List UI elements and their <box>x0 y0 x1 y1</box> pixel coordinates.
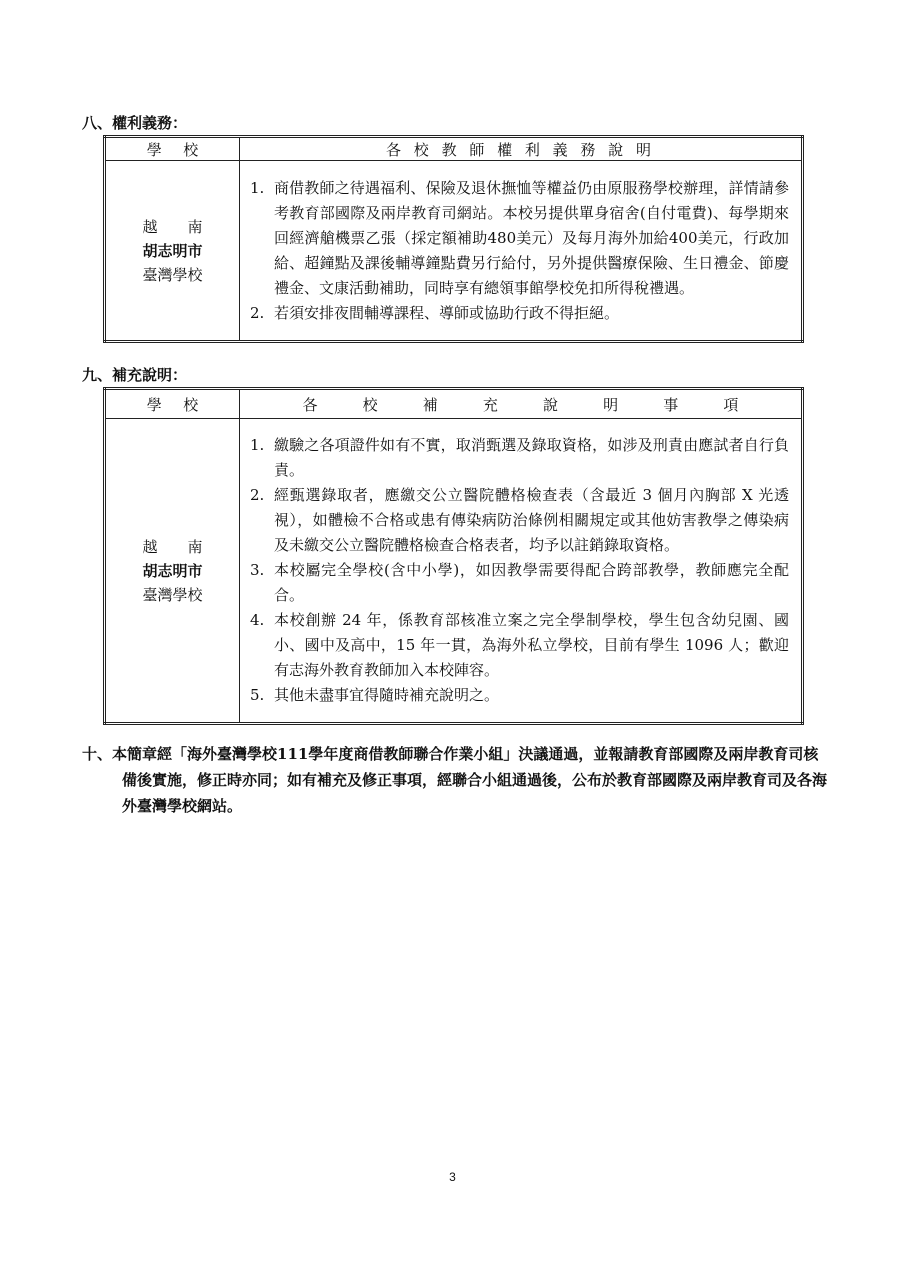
item-number: 4. <box>250 611 265 629</box>
list-item <box>250 683 789 708</box>
header-school-char: 校 <box>183 140 199 159</box>
header-school-char: 學 <box>146 140 162 159</box>
section-8-heading: 八、權利義務： <box>82 114 188 132</box>
header-school <box>105 137 240 161</box>
school-name: 臺灣學校 <box>142 585 203 604</box>
item-text: 經甄選錄取者，應繳交公立醫院體格檢查表（含最近 3 個月內胸部 X 光透視），如體檢不合格或患有傳染病防治條例相關規定或其他妨害教學之傳染病及未繳交公立醫院體格檢查合格表者，均予以註銷錄取資格。 <box>274 486 789 554</box>
item-number: 1. <box>250 178 265 197</box>
header-school <box>105 389 240 419</box>
item-number: 2. <box>250 303 265 322</box>
page-number: 3 <box>449 1170 456 1184</box>
item-text: 繳驗之各項證件如有不實，取消甄選及錄取資格，如涉及刑責由應試者自行負責。 <box>274 436 789 479</box>
header-char: 事 <box>663 395 679 414</box>
school-city: 胡志明市 <box>142 241 203 260</box>
list-item <box>250 433 789 483</box>
description-cell <box>240 161 803 342</box>
item-number: 5. <box>250 686 265 704</box>
header-char: 各 <box>302 395 318 414</box>
list-item <box>250 483 789 558</box>
description-cell <box>240 419 803 724</box>
header-description <box>240 137 803 161</box>
item-text: 本校屬完全學校(含中小學)，如因教學需要得配合跨部教學，教師應完全配合。 <box>274 561 789 604</box>
school-name: 臺灣學校 <box>142 265 203 284</box>
school-country: 越南 <box>142 537 233 556</box>
list-item <box>250 558 789 608</box>
header-school-char: 學 <box>146 395 162 414</box>
school-country: 越南 <box>142 217 233 236</box>
list-item <box>250 176 789 301</box>
rights-duties-table <box>103 135 804 343</box>
item-number: 3. <box>250 561 265 579</box>
section-10-paragraph: 十、本簡章經「海外臺灣學校111學年度商借教師聯合作業小組」決議通過，並報請教育部國際及兩岸教育司核備後實施，修正時亦同；如有補充及修正事項，經聯合小組通過後，公布於教育部國際及兩岸教育司及各海外臺灣學校網站。 <box>82 745 828 815</box>
school-cell <box>105 419 240 724</box>
header-char: 說 <box>543 395 559 414</box>
header-description <box>240 389 803 419</box>
supplementary-table <box>103 387 804 725</box>
item-number: 2. <box>250 486 265 504</box>
item-text: 商借教師之待遇福利、保險及退休撫恤等權益仍由原服務學校辦理，詳情請參考教育部國際及兩岸教育司網站。本校另提供單身宿舍(自付電費)、每學期來回經濟艙機票乙張（採定額補助480美元）及每月海外加給400美元，行政加給、超鐘點及課後輔導鐘點費另行給付，另外提供醫療保險、生日禮金、節慶禮金、文康活動補助，同時享有總領事館學校免扣所得稅禮遇。 <box>274 178 789 297</box>
section-9-heading: 九、補充說明： <box>82 366 188 384</box>
header-description-label: 各 校 教 師 權 利 義 務 說 明 <box>386 140 655 159</box>
header-school-char: 校 <box>183 395 199 414</box>
school-city: 胡志明市 <box>142 561 203 580</box>
list-item <box>250 301 789 326</box>
item-text: 本校創辦 24 年，係教育部核准立案之完全學制學校，學生包含幼兒園、國小、國中及高中，15 年一貫，為海外私立學校，目前有學生 1096 人；歡迎有志海外教育教師加入本校陣容。 <box>274 611 789 679</box>
item-text: 若須安排夜間輔導課程、導師或協助行政不得拒絕。 <box>274 303 620 322</box>
header-char: 充 <box>482 395 498 414</box>
list-item <box>250 608 789 683</box>
item-text: 其他未盡事宜得隨時補充說明之。 <box>274 686 500 704</box>
school-cell <box>105 161 240 342</box>
header-char: 明 <box>603 395 619 414</box>
item-number: 1. <box>250 436 265 454</box>
header-char: 補 <box>422 395 438 414</box>
header-char: 項 <box>723 395 739 414</box>
header-char: 校 <box>362 395 378 414</box>
